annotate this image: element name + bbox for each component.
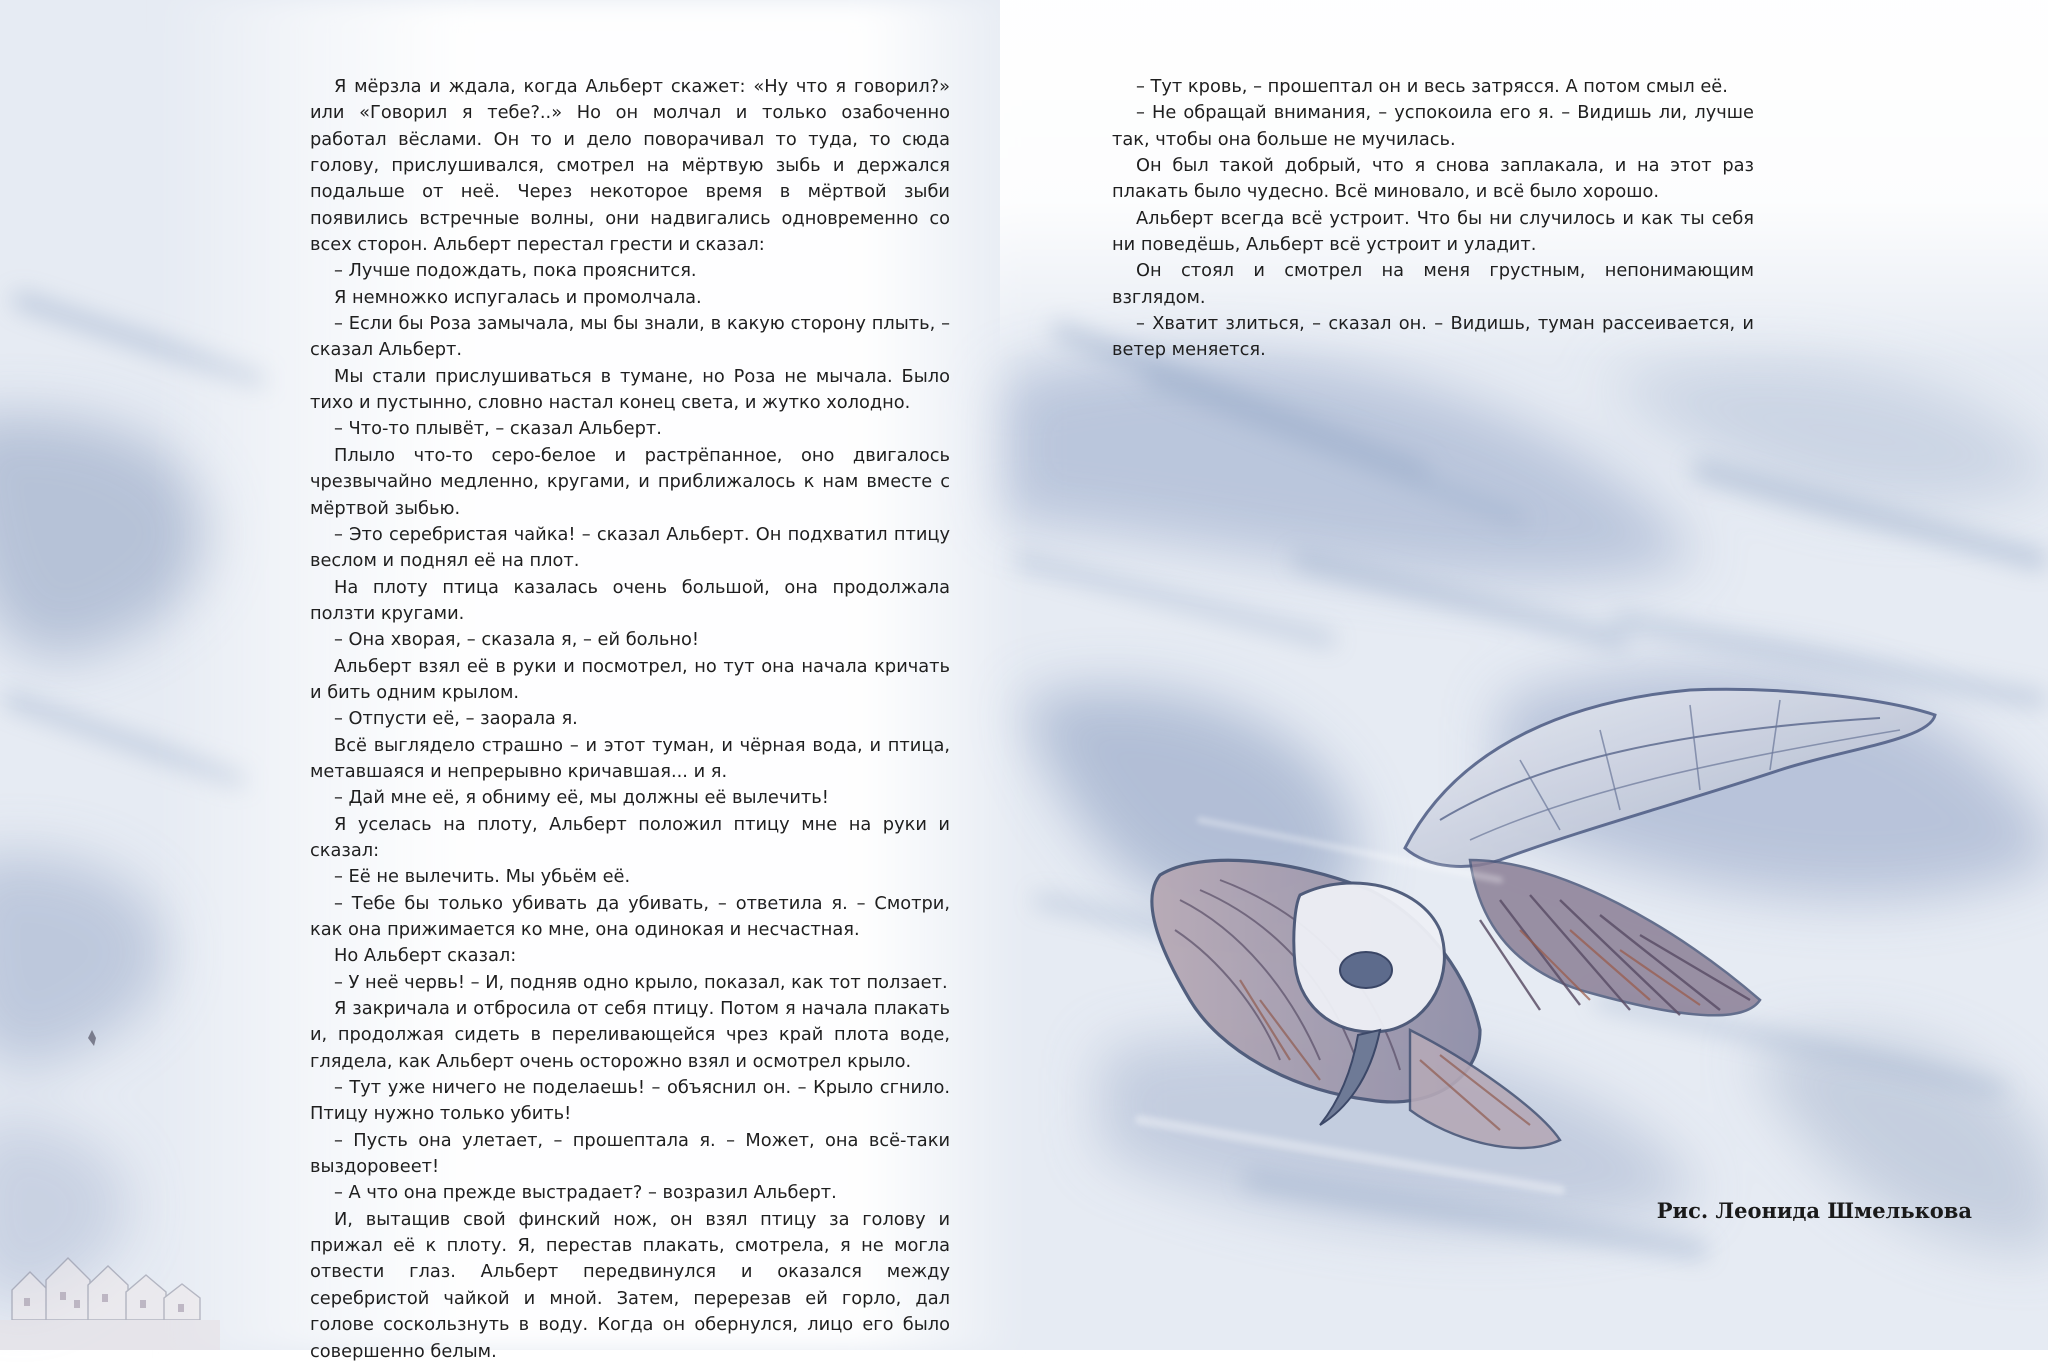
paragraph: На плоту птица казалась очень большой, она продолжала ползти кругами. (310, 576, 950, 624)
paragraph: Он стоял и смотрел на меня грустным, непонимающим взглядом. (1112, 260, 1754, 308)
paragraph: – Дай мне её, я обниму её, мы должны её вылечить! (334, 787, 829, 809)
paragraph: – Она хворая, – сказала я, – ей больно! (334, 629, 700, 651)
paragraph: Всё выглядело страшно – и этот туман, и чёрная вода, и птица, метавшаяся и непрерывно кричавшая... и я. (310, 734, 950, 782)
paragraph: – Если бы Роза замычала, мы бы знали, в какую сторону плыть, – сказал Альберт. (310, 313, 950, 361)
paragraph: Альберт взял её в руки и посмотрел, но тут она начала кричать и бить одним крылом. (310, 655, 950, 703)
illustration-caption: Рис. Леонида Шмелькова (1656, 1198, 1972, 1223)
paragraph: – У неё червь! – И, подняв одно крыло, показал, как тот ползает. (334, 971, 948, 993)
paragraph: – Лучше подождать, пока прояснится. (334, 260, 697, 282)
paragraph: – Тут уже ничего не поделаешь! – объяснил он. – Крыло сгнило. Птицу нужно только убить! (310, 1077, 950, 1125)
paragraph: – Не обращай внимания, – успокоила его я. – Видишь ли, лучше так, чтобы она больше не мучилась. (1112, 102, 1754, 150)
paragraph: Я мёрзла и ждала, когда Альберт скажет: «Ну что я говорил?» или «Говорил я тебе?..» Но он молчал и только озабоченно работал вёслами. Он то и дело поворачивал то туда, то сюда голову, прислушивался, смотрел на мёртвую зыбь и держался подальше от неё. Через некоторое время в мёртвой зыби появились встречные волны, они надвигались одновременно со всех сторон. Альберт перестал грести и сказал: (310, 76, 950, 256)
paragraph: Я немножко испугалась и промолчала. (334, 286, 702, 308)
paragraph: Я уселась на плоту, Альберт положил птицу мне на руки и сказал: (310, 813, 950, 861)
paragraph: Я закричала и отбросила от себя птицу. Потом я начала плакать и, продолжая сидеть в переливающейся чрез край плота воде, глядела, как Альберт очень осторожно взял и осмотрел крыло. (310, 998, 950, 1072)
paragraph: – Тебе бы только убивать да убивать, – ответила я. – Смотри, как она прижимается ко мне, она одинокая и несчастная. (310, 892, 950, 940)
paragraph: Но Альберт сказал: (334, 945, 517, 967)
paragraph: И, вытащив свой финский нож, он взял птицу за голову и прижал её к плоту. Я, перестав плакать, смотрела, я не могла отвести глаз. Альберт передвинулся и оказался между серебристой чайкой и мной. Затем, перерезав ей горло, дал голове соскользнуть в воду. Когда он обернулся, лицо его было совершенно белым. (310, 1208, 950, 1362)
paragraph: – Что-то плывёт, – сказал Альберт. (334, 418, 662, 440)
paragraph: – Хватит злиться, – сказал он. – Видишь, туман рассеивается, и ветер меняется. (1112, 313, 1754, 361)
paragraph: – Тут кровь, – прошептал он и весь затрясся. А потом смыл её. (1136, 76, 1728, 97)
paragraph: – Отпусти её, – заорала я. (334, 708, 578, 730)
paragraph: Плыло что-то серо-белое и растрёпанное, оно двигалось чрезвычайно медленно, кругами, и приближалось к нам вместе с мёртвой зыбью. (310, 444, 950, 519)
left-page-text (310, 74, 950, 1365)
paragraph: Он был такой добрый, что я снова заплакала, и на этот раз плакать было чудесно. Всё миновало, и всё было хорошо. (1112, 155, 1754, 203)
right-page-text (1112, 74, 1754, 364)
paragraph: – Её не вылечить. Мы убьём её. (334, 866, 631, 888)
paragraph: Мы стали прислушиваться в тумане, но Роза не мычала. Было тихо и пустынно, словно настал конец света, и жутко холодно. (310, 365, 950, 414)
paragraph: Альберт всегда всё устроит. Что бы ни случилось и как ты себя ни поведёшь, Альберт всё устроит и уладит. (1112, 207, 1754, 256)
paragraph: – Это серебристая чайка! – сказал Альберт. Он подхватил птицу веслом и поднял её на плот. (310, 523, 950, 572)
paragraph: – Пусть она улетает, – прошептала я. – Может, она всё-таки выздоровеет! (310, 1129, 950, 1178)
paragraph: – А что она прежде выстрадает? – возразил Альберт. (334, 1182, 837, 1204)
